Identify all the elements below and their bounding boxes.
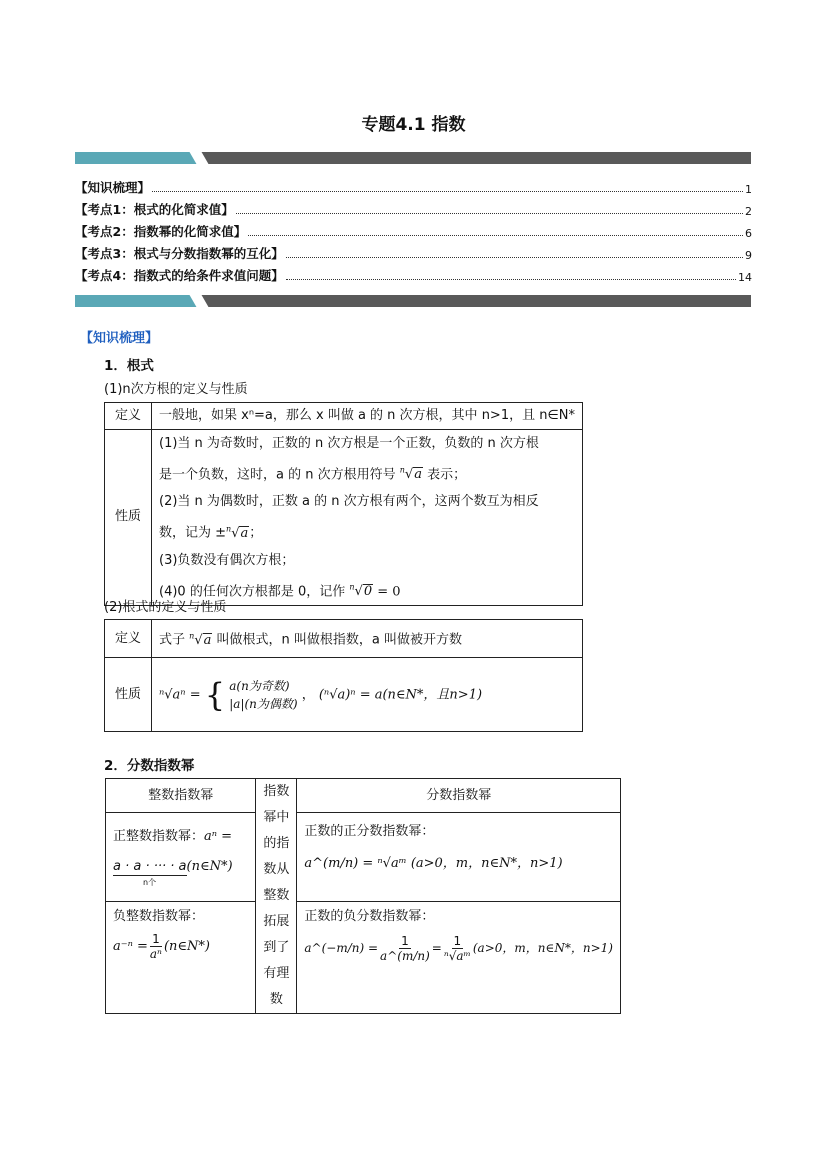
top-divider-bar <box>75 152 751 164</box>
subheading-radical-def: (2)根式的定义与性质 <box>104 600 227 615</box>
radical-table <box>104 619 583 732</box>
toc-entry[interactable]: 【考点4：指数式的给条件求值问题】 14 <box>75 268 752 284</box>
page-title: 专题4.1 指数 <box>361 115 466 135</box>
toc-entry[interactable]: 【考点1：根式的化简求值】 2 <box>75 202 752 218</box>
head-integer: 整数指数幂 <box>106 779 256 813</box>
def-text: 一般地，如果 xⁿ=a，那么 x 叫做 a 的 n 次方根，其中 n>1，且 n∈N* <box>152 403 583 430</box>
exponent-table <box>105 778 621 1014</box>
heading-radicals: 1．根式 <box>104 358 154 374</box>
toc-entry[interactable]: 【考点2：指数幂的化简求值】 6 <box>75 224 752 240</box>
head-fraction: 分数指数幂 <box>297 779 621 813</box>
prop-label: 性质 <box>105 430 152 606</box>
toc-entry[interactable]: 【考点3：根式与分数指数幂的互化】 9 <box>75 246 752 262</box>
def-label: 定义 <box>105 403 152 430</box>
pos-frac-cell: 正数的正分数指数幂： a^(m/n) = ⁿ√aᵐ (a>0，m，n∈N*，n>1) <box>297 813 621 901</box>
toc-entry[interactable]: 【知识梳理】 1 <box>75 180 752 196</box>
pos-int-cell: 正整数指数幂：aⁿ = a · a · ··· · a(n∈N*) n个 <box>106 813 256 901</box>
bottom-divider-bar <box>75 295 751 307</box>
extension-note: 指数 幂中 的指 数从 整数 拓展 到了 有理 数 <box>256 779 297 1014</box>
prop-label: 性质 <box>105 658 152 732</box>
nth-root-table <box>104 402 583 606</box>
section-header: 【知识梳理】 <box>80 331 159 346</box>
def-label: 定义 <box>105 620 152 658</box>
neg-frac-cell: 正数的负分数指数幂： a^(−m/n) = $\frac{1}{a\^{}(m/n)}$ = $\frac{1}{\text{ⁿ√aᵐ}}$ (a>0，m，n∈N*，n>1) <box>297 901 621 1013</box>
heading-fractional-exponent: 2．分数指数幂 <box>104 758 195 774</box>
prop-formula: ⁿ√aⁿ = { a(n为奇数) |a|(n为偶数) ， (ⁿ√a)ⁿ = a(n∈N*，且n>1) <box>152 658 583 732</box>
subheading-nth-root: (1)n次方根的定义与性质 <box>104 382 248 397</box>
neg-int-cell: 负整数指数幂： a⁻ⁿ = $\frac{1}{\text{aⁿ}}$ (n∈N*) <box>106 901 256 1013</box>
def-text: 式子 $^n$√a 叫做根式，n 叫做根指数，a 叫做被开方数 <box>152 620 583 658</box>
prop-text: (1)当 n 为奇数时，正数的 n 次方根是一个正数，负数的 n 次方根 是一个负数，这时，a 的 n 次方根用符号 $^n$√a 表示； (2)当 n 为偶数时，正数 a 的 n 次方根有两个，这两个数互为相反 数，记为 ±$^n$√a； (3)负数没有偶次方根； (4)0 的任何次方根都是 0，记作 $^n$√0 = 0 <box>152 430 583 606</box>
